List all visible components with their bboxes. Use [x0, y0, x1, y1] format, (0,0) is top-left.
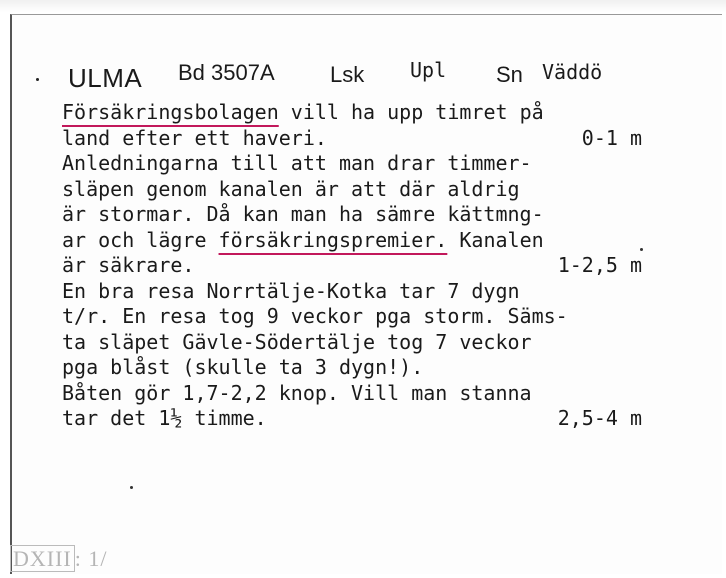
text-segment: ar och lägre [62, 227, 219, 252]
text-line [62, 279, 682, 305]
stamp-text: : 1/ [74, 546, 108, 571]
card-header [0, 56, 726, 96]
archive-code: ULMA [68, 63, 143, 93]
scan-edge [0, 0, 726, 12]
depth-measure: 0-1 m [581, 125, 642, 150]
text-line [62, 355, 682, 381]
text-line [62, 381, 682, 407]
text-line [62, 126, 682, 152]
text-segment: tar det 1½ timme. [62, 406, 267, 430]
province-code: Upl [410, 58, 447, 82]
text-line [62, 253, 682, 279]
text-segment: t/r. En resa tog 9 veckor pga storm. Säms- [62, 304, 568, 328]
text-line [62, 177, 682, 203]
text-line [62, 228, 682, 254]
text-segment: Anledningarna till att man drar timmer- [62, 151, 532, 175]
text-segment: är säkrare. [62, 253, 195, 277]
parish-label: Sn [496, 62, 523, 87]
text-line [62, 202, 682, 228]
text-segment: vill ha upp timret på [278, 100, 544, 124]
text-line [62, 100, 682, 126]
reference-number: Bd 3507A [178, 60, 275, 85]
underlined-term: försäkringspremier. [218, 227, 448, 252]
depth-measure: 2,5-4 m [557, 406, 642, 430]
text-line [62, 304, 682, 330]
text-line [62, 406, 682, 432]
text-segment: Kanalen [447, 227, 544, 252]
text-segment: släpen genom kanalen är att där aldrig [62, 176, 520, 201]
ink-dot [640, 248, 643, 251]
text-segment: Båten gör 1,7-2,2 knop. Vill man stanna [62, 380, 532, 405]
text-line [62, 330, 682, 356]
stamp-box: DXIII [10, 545, 75, 572]
text-segment: En bra resa Norrtälje-Kotka tar 7 dygn [62, 278, 520, 303]
text-line [62, 151, 682, 177]
ink-dot [130, 486, 133, 489]
place-name: Väddö [542, 60, 603, 84]
text-segment: pga blåst (skulle ta 3 dygn!). [62, 355, 424, 379]
text-segment: är stormar. Då kan man ha sämre kättmng- [62, 202, 544, 226]
region-code: Lsk [330, 62, 365, 87]
underlined-term: Försäkringsbolagen [62, 100, 279, 124]
archive-stamp [10, 546, 108, 572]
text-segment: ta släpet Gävle-Södertälje tog 7 veckor [62, 329, 532, 354]
card-body [62, 100, 682, 432]
depth-measure: 1-2,5 m [557, 253, 642, 277]
text-segment: land efter ett haveri. [62, 125, 327, 150]
